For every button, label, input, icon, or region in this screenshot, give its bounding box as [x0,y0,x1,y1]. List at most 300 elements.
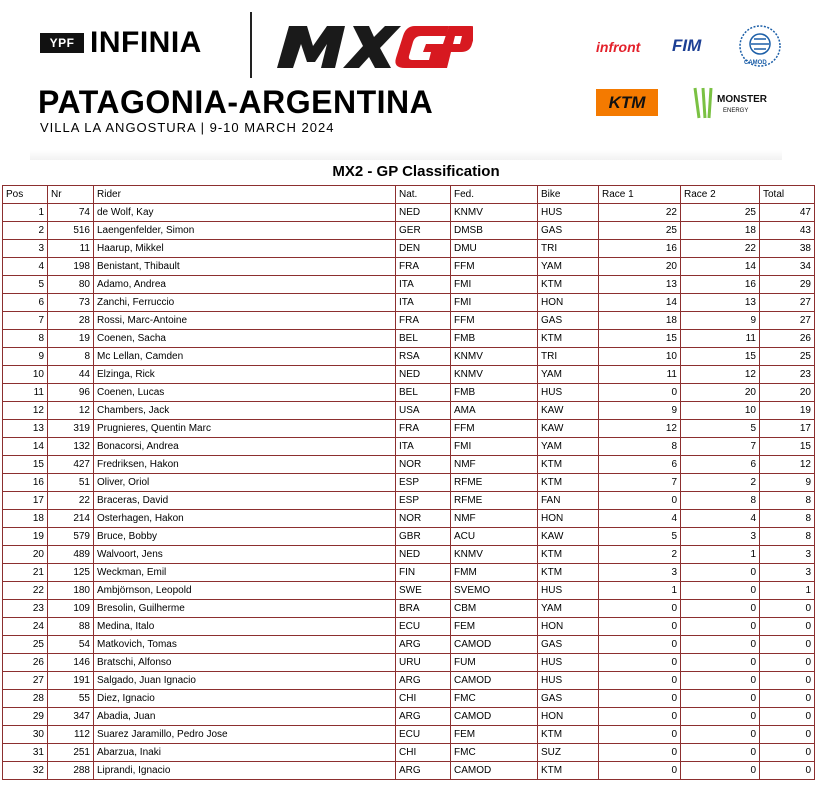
cell-total: 8 [760,492,815,510]
col-header-rider: Rider [94,186,396,204]
cell-bike: KTM [538,276,599,294]
cell-total: 0 [760,672,815,690]
cell-bike: YAM [538,600,599,618]
cell-race1: 8 [599,438,681,456]
table-row [3,438,815,456]
cell-nr: 96 [48,384,94,402]
cell-race2: 0 [681,600,760,618]
cell-race1: 0 [599,384,681,402]
cell-race2: 8 [681,492,760,510]
cell-race1: 0 [599,690,681,708]
cell-pos: 6 [3,294,48,312]
cell-nr: 44 [48,366,94,384]
cell-race2: 3 [681,528,760,546]
cell-pos: 9 [3,348,48,366]
table-row [3,744,815,762]
event-venue-date: VILLA LA ANGOSTURA | 9-10 MARCH 2024 [40,120,335,135]
monster-logo-word: MONSTER [717,94,767,105]
cell-nr: 288 [48,762,94,780]
cell-race2: 14 [681,258,760,276]
col-header-nat: Nat. [396,186,451,204]
cell-race1: 9 [599,402,681,420]
cell-race2: 5 [681,420,760,438]
cell-race1: 20 [599,258,681,276]
cell-nr: 347 [48,708,94,726]
cell-pos: 15 [3,456,48,474]
cell-race1: 4 [599,510,681,528]
cell-nat: ESP [396,474,451,492]
cell-race1: 1 [599,582,681,600]
cell-rider: Abarzua, Inaki [94,744,396,762]
mxgp-logo-m-shape [277,26,345,68]
cell-race2: 7 [681,438,760,456]
table-row [3,762,815,780]
cell-nr: 74 [48,204,94,222]
table-body [3,204,815,780]
col-header-race1: Race 1 [599,186,681,204]
cell-fed: FFM [451,420,538,438]
col-header-pos: Pos [3,186,48,204]
cell-rider: Ambjörnson, Leopold [94,582,396,600]
cell-pos: 7 [3,312,48,330]
cell-rider: Abadia, Juan [94,708,396,726]
cell-fed: FMI [451,294,538,312]
cell-pos: 23 [3,600,48,618]
cell-pos: 32 [3,762,48,780]
cell-nat: ECU [396,726,451,744]
cell-race2: 0 [681,654,760,672]
table-row [3,312,815,330]
cell-total: 8 [760,510,815,528]
cell-nr: 146 [48,654,94,672]
table-row [3,366,815,384]
cell-total: 15 [760,438,815,456]
cell-rider: de Wolf, Kay [94,204,396,222]
cell-rider: Prugnieres, Quentin Marc [94,420,396,438]
cell-fed: FUM [451,654,538,672]
cell-rider: Weckman, Emil [94,564,396,582]
cell-nr: 22 [48,492,94,510]
cell-pos: 31 [3,744,48,762]
infront-logo: infront [596,39,641,55]
cell-bike: KTM [538,762,599,780]
cell-fed: FEM [451,618,538,636]
cell-race1: 11 [599,366,681,384]
cell-nr: 132 [48,438,94,456]
cell-race1: 0 [599,636,681,654]
cell-race2: 0 [681,690,760,708]
cell-race2: 15 [681,348,760,366]
cell-race1: 0 [599,618,681,636]
cell-fed: FFM [451,312,538,330]
cell-nat: CHI [396,690,451,708]
cell-race2: 11 [681,330,760,348]
cell-bike: YAM [538,366,599,384]
table-row [3,420,815,438]
mxgp-logo [273,20,473,72]
table-row [3,474,815,492]
cell-bike: KTM [538,456,599,474]
cell-race2: 0 [681,618,760,636]
table-row [3,222,815,240]
cell-fed: FMB [451,384,538,402]
cell-bike: KAW [538,402,599,420]
cell-race2: 1 [681,546,760,564]
cell-pos: 19 [3,528,48,546]
cell-bike: GAS [538,222,599,240]
table-row [3,276,815,294]
cell-nr: 73 [48,294,94,312]
cell-nat: ARG [396,636,451,654]
cell-rider: Bresolin, Guilherme [94,600,396,618]
table-row [3,402,815,420]
table-row [3,204,815,222]
table-row [3,384,815,402]
cell-rider: Liprandi, Ignacio [94,762,396,780]
cell-fed: DMSB [451,222,538,240]
table-row [3,564,815,582]
cell-nr: 12 [48,402,94,420]
cell-total: 27 [760,294,815,312]
cell-pos: 2 [3,222,48,240]
cell-total: 0 [760,690,815,708]
cell-race1: 15 [599,330,681,348]
cell-race2: 13 [681,294,760,312]
cell-nat: SWE [396,582,451,600]
cell-nat: BEL [396,330,451,348]
cell-bike: KTM [538,546,599,564]
cell-fed: FMB [451,330,538,348]
fim-logo: FIM [672,36,702,55]
cell-bike: HUS [538,204,599,222]
cell-race2: 0 [681,582,760,600]
cell-fed: NMF [451,456,538,474]
cell-bike: KTM [538,564,599,582]
cell-total: 38 [760,240,815,258]
cell-rider: Braceras, David [94,492,396,510]
cell-fed: FFM [451,258,538,276]
cell-pos: 5 [3,276,48,294]
cell-nat: ITA [396,276,451,294]
cell-rider: Suarez Jaramillo, Pedro Jose [94,726,396,744]
cell-nr: 214 [48,510,94,528]
cell-total: 17 [760,420,815,438]
cell-rider: Walvoort, Jens [94,546,396,564]
table-row [3,456,815,474]
cell-nat: ITA [396,294,451,312]
cell-race2: 9 [681,312,760,330]
cell-rider: Laengenfelder, Simon [94,222,396,240]
cell-total: 25 [760,348,815,366]
cell-total: 43 [760,222,815,240]
cell-race2: 16 [681,276,760,294]
cell-nr: 191 [48,672,94,690]
cell-nr: 579 [48,528,94,546]
cell-nat: BRA [396,600,451,618]
cell-fed: KNMV [451,546,538,564]
cell-total: 47 [760,204,815,222]
cell-rider: Osterhagen, Hakon [94,510,396,528]
cell-bike: KTM [538,330,599,348]
cell-nat: NED [396,546,451,564]
table-row [3,600,815,618]
camod-logo-text: CAMOD [744,60,767,66]
cell-pos: 3 [3,240,48,258]
cell-nat: URU [396,654,451,672]
cell-pos: 30 [3,726,48,744]
ypf-logo: YPF [40,33,84,53]
cell-rider: Rossi, Marc-Antoine [94,312,396,330]
cell-rider: Elzinga, Rick [94,366,396,384]
cell-pos: 16 [3,474,48,492]
cell-total: 20 [760,384,815,402]
col-header-bike: Bike [538,186,599,204]
cell-nat: NOR [396,456,451,474]
table-row [3,690,815,708]
table-row [3,528,815,546]
cell-race1: 0 [599,762,681,780]
table-row [3,708,815,726]
cell-nat: FRA [396,258,451,276]
cell-nr: 11 [48,240,94,258]
cell-rider: Bruce, Bobby [94,528,396,546]
cell-bike: HUS [538,582,599,600]
cell-fed: SVEMO [451,582,538,600]
cell-race1: 0 [599,672,681,690]
banner-bottom-fade [30,150,782,160]
cell-rider: Haarup, Mikkel [94,240,396,258]
cell-fed: FMC [451,744,538,762]
cell-race1: 0 [599,654,681,672]
cell-nat: ECU [396,618,451,636]
event-title: PATAGONIA-ARGENTINA [38,84,434,120]
cell-pos: 27 [3,672,48,690]
cell-race2: 0 [681,762,760,780]
cell-pos: 26 [3,654,48,672]
cell-race1: 22 [599,204,681,222]
cell-bike: HUS [538,654,599,672]
table-row [3,672,815,690]
cell-total: 0 [760,762,815,780]
cell-total: 0 [760,708,815,726]
mxgp-logo-x-shape [343,26,401,68]
cell-total: 1 [760,582,815,600]
cell-rider: Coenen, Lucas [94,384,396,402]
cell-rider: Zanchi, Ferruccio [94,294,396,312]
cell-fed: ACU [451,528,538,546]
cell-fed: FMI [451,276,538,294]
col-header-fed: Fed. [451,186,538,204]
cell-nat: DEN [396,240,451,258]
cell-bike: KTM [538,726,599,744]
page-title: MX2 - GP Classification [332,163,500,180]
cell-nat: BEL [396,384,451,402]
cell-total: 3 [760,564,815,582]
cell-bike: FAN [538,492,599,510]
table-row [3,636,815,654]
cell-nr: 88 [48,618,94,636]
table-row [3,258,815,276]
cell-fed: FMI [451,438,538,456]
cell-pos: 21 [3,564,48,582]
cell-race1: 12 [599,420,681,438]
cell-race1: 10 [599,348,681,366]
cell-nat: NED [396,366,451,384]
cell-fed: CAMOD [451,672,538,690]
cell-race2: 0 [681,726,760,744]
cell-fed: KNMV [451,348,538,366]
cell-rider: Salgado, Juan Ignacio [94,672,396,690]
cell-bike: SUZ [538,744,599,762]
cell-race1: 5 [599,528,681,546]
cell-nat: FRA [396,312,451,330]
cell-pos: 10 [3,366,48,384]
cell-race2: 0 [681,672,760,690]
cell-rider: Coenen, Sacha [94,330,396,348]
mxgp-logo-wordmark: MXGP [273,20,276,21]
cell-fed: KNMV [451,204,538,222]
cell-nat: ESP [396,492,451,510]
cell-nr: 427 [48,456,94,474]
cell-bike: TRI [538,348,599,366]
table-header-row [3,186,815,204]
cell-race1: 14 [599,294,681,312]
cell-nr: 251 [48,744,94,762]
cell-rider: Bratschi, Alfonso [94,654,396,672]
cell-nat: FRA [396,420,451,438]
cell-rider: Chambers, Jack [94,402,396,420]
cell-bike: GAS [538,312,599,330]
cell-total: 27 [760,312,815,330]
cell-race1: 0 [599,726,681,744]
cell-bike: HUS [538,672,599,690]
cell-rider: Matkovich, Tomas [94,636,396,654]
cell-nr: 80 [48,276,94,294]
cell-race2: 0 [681,564,760,582]
cell-nat: ARG [396,672,451,690]
table-row [3,348,815,366]
cell-nat: ARG [396,708,451,726]
col-header-nr: Nr [48,186,94,204]
cell-bike: HON [538,294,599,312]
table-row [3,546,815,564]
cell-nr: 198 [48,258,94,276]
cell-race1: 0 [599,744,681,762]
cell-nr: 28 [48,312,94,330]
cell-nr: 19 [48,330,94,348]
cell-total: 23 [760,366,815,384]
cell-bike: TRI [538,240,599,258]
cell-nr: 516 [48,222,94,240]
cell-nr: 54 [48,636,94,654]
cell-total: 0 [760,600,815,618]
cell-pos: 12 [3,402,48,420]
cell-race1: 0 [599,492,681,510]
cell-rider: Medina, Italo [94,618,396,636]
cell-race2: 2 [681,474,760,492]
cell-bike: KAW [538,420,599,438]
cell-pos: 22 [3,582,48,600]
table-row [3,510,815,528]
cell-fed: AMA [451,402,538,420]
cell-rider: Mc Lellan, Camden [94,348,396,366]
cell-race1: 25 [599,222,681,240]
cell-nr: 319 [48,420,94,438]
cell-total: 26 [760,330,815,348]
cell-fed: DMU [451,240,538,258]
cell-nat: ITA [396,438,451,456]
cell-bike: GAS [538,690,599,708]
cell-race1: 18 [599,312,681,330]
cell-fed: CBM [451,600,538,618]
cell-race1: 2 [599,546,681,564]
cell-race2: 25 [681,204,760,222]
monster-logo-subword: ENERGY [723,108,749,114]
cell-nat: ARG [396,762,451,780]
cell-total: 34 [760,258,815,276]
cell-nr: 55 [48,690,94,708]
cell-rider: Diez, Ignacio [94,690,396,708]
cell-race2: 0 [681,708,760,726]
cell-race2: 22 [681,240,760,258]
classification-table [2,185,815,780]
cell-bike: KTM [538,474,599,492]
cell-nat: USA [396,402,451,420]
cell-total: 0 [760,654,815,672]
cell-race1: 16 [599,240,681,258]
cell-race1: 0 [599,708,681,726]
cell-total: 9 [760,474,815,492]
table-row [3,240,815,258]
cell-race2: 0 [681,744,760,762]
cell-pos: 1 [3,204,48,222]
cell-nr: 109 [48,600,94,618]
monster-energy-logo [689,84,779,130]
cell-pos: 8 [3,330,48,348]
cell-bike: YAM [538,258,599,276]
cell-fed: FMM [451,564,538,582]
cell-pos: 11 [3,384,48,402]
cell-total: 8 [760,528,815,546]
cell-rider: Fredriksen, Hakon [94,456,396,474]
ktm-logo: KTM [596,89,658,116]
cell-bike: HON [538,510,599,528]
cell-pos: 29 [3,708,48,726]
cell-nat: NED [396,204,451,222]
table-row [3,492,815,510]
cell-nr: 51 [48,474,94,492]
cell-nat: GER [396,222,451,240]
cell-bike: YAM [538,438,599,456]
cell-total: 19 [760,402,815,420]
table-row [3,618,815,636]
cell-pos: 17 [3,492,48,510]
cell-pos: 4 [3,258,48,276]
cell-bike: HON [538,708,599,726]
cell-rider: Adamo, Andrea [94,276,396,294]
cell-race1: 6 [599,456,681,474]
cell-race2: 12 [681,366,760,384]
table-row [3,294,815,312]
cell-pos: 14 [3,438,48,456]
cell-pos: 25 [3,636,48,654]
cell-fed: RFME [451,492,538,510]
table-row [3,726,815,744]
cell-fed: CAMOD [451,708,538,726]
cell-fed: FEM [451,726,538,744]
infinia-logo-text: INFINIA [90,26,202,59]
cell-fed: FMC [451,690,538,708]
